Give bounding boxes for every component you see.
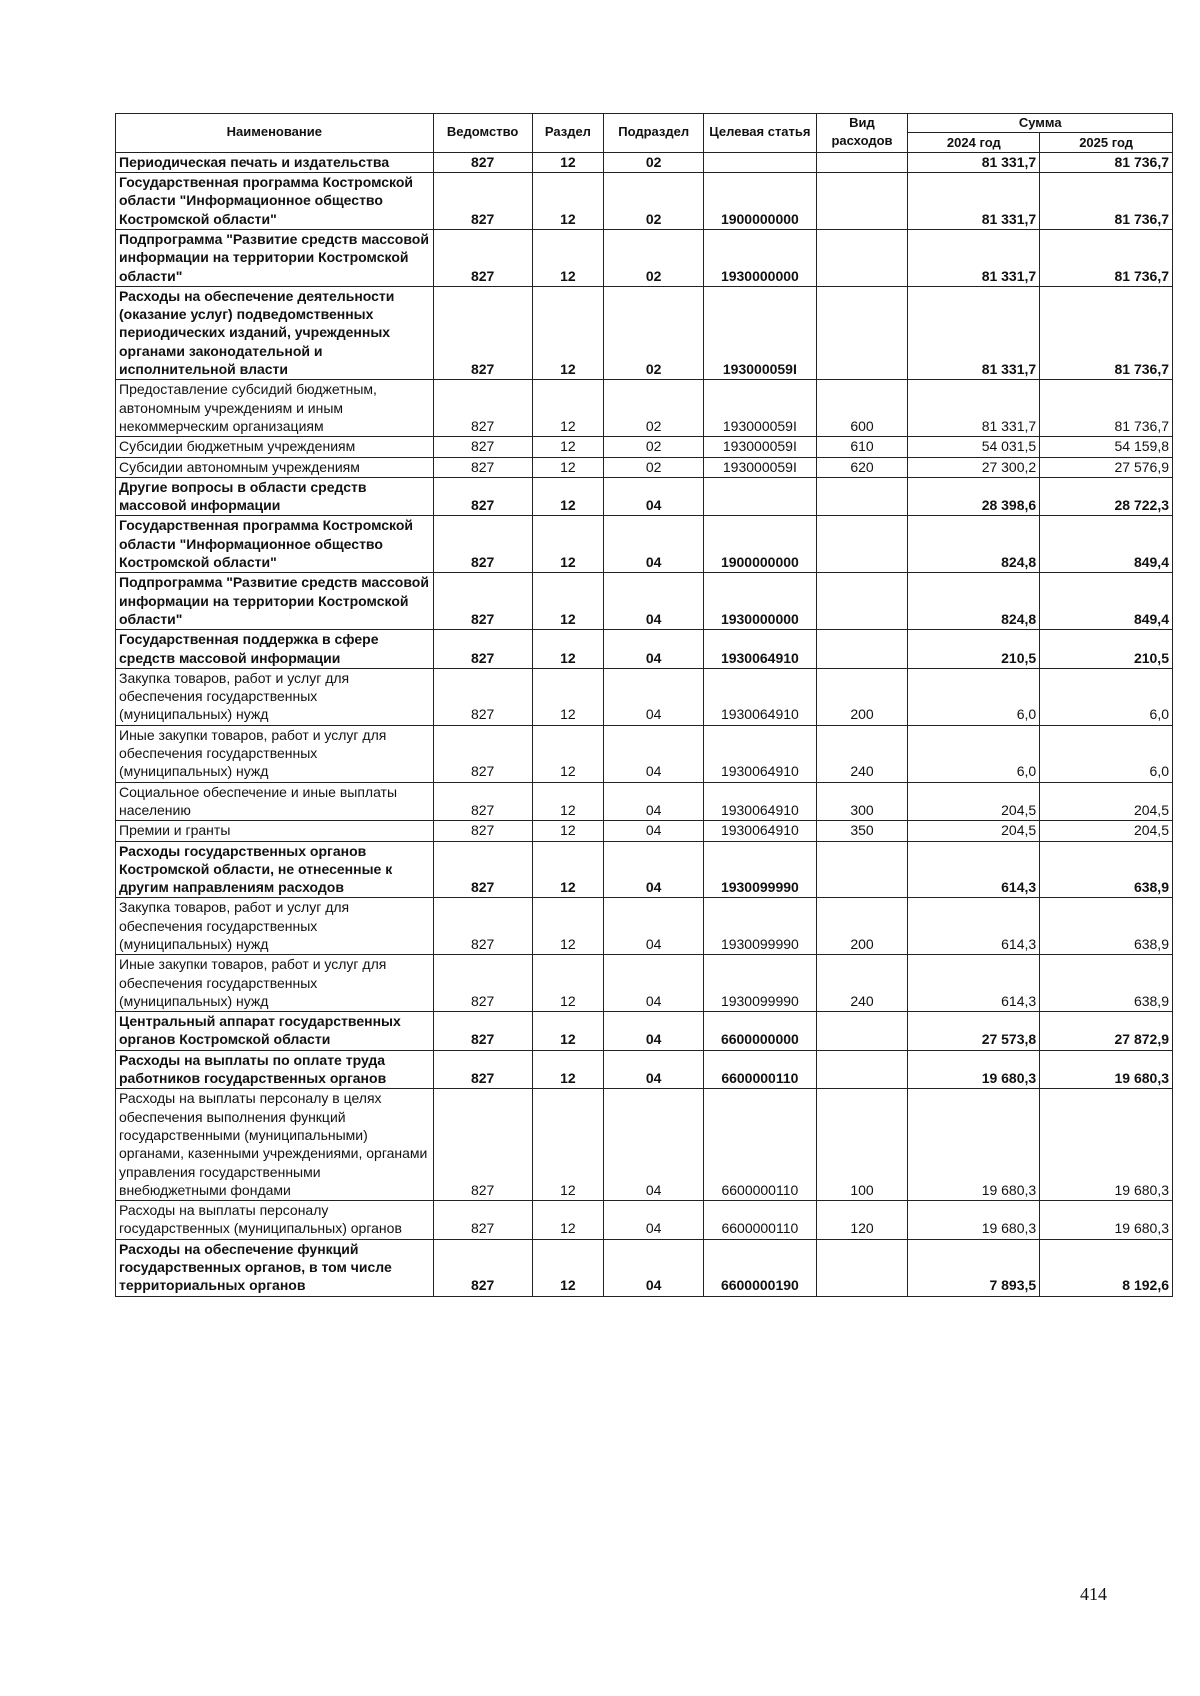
table-row xyxy=(116,1012,1173,1051)
cell-expense-type: 200 xyxy=(816,898,908,955)
cell-section: 12 xyxy=(532,1089,603,1201)
cell-expense-type xyxy=(816,286,908,379)
cell-sum-2025: 81 736,7 xyxy=(1040,152,1173,172)
cell-sum-2024: 210,5 xyxy=(908,630,1040,669)
cell-department: 827 xyxy=(433,725,532,782)
cell-section: 12 xyxy=(532,725,603,782)
cell-expense-type xyxy=(816,573,908,630)
cell-department: 827 xyxy=(433,437,532,457)
cell-name: Предоставление субсидий бюджетным, автономным учреждениям и иным некоммерческим организациям xyxy=(116,380,434,437)
cell-department: 827 xyxy=(433,630,532,669)
cell-subsection: 04 xyxy=(604,1012,704,1051)
table-row xyxy=(116,477,1173,516)
cell-sum-2025: 204,5 xyxy=(1040,821,1173,841)
cell-department: 827 xyxy=(433,230,532,287)
cell-section: 12 xyxy=(532,668,603,725)
table-row xyxy=(116,630,1173,669)
cell-subsection: 04 xyxy=(604,898,704,955)
cell-department: 827 xyxy=(433,152,532,172)
cell-sum-2024: 614,3 xyxy=(908,955,1040,1012)
cell-target: 1900000000 xyxy=(704,516,816,573)
cell-expense-type: 240 xyxy=(816,955,908,1012)
table-row xyxy=(116,516,1173,573)
cell-section: 12 xyxy=(532,173,603,230)
cell-name: Субсидии бюджетным учреждениям xyxy=(116,437,434,457)
cell-subsection: 04 xyxy=(604,955,704,1012)
cell-sum-2025: 638,9 xyxy=(1040,955,1173,1012)
cell-department: 827 xyxy=(433,173,532,230)
cell-expense-type xyxy=(816,1239,908,1296)
cell-name: Закупка товаров, работ и услуг для обеспечения государственных (муниципальных) нужд xyxy=(116,898,434,955)
cell-sum-2024: 19 680,3 xyxy=(908,1089,1040,1201)
cell-section: 12 xyxy=(532,573,603,630)
cell-target: 193000059I xyxy=(704,457,816,477)
cell-sum-2024: 614,3 xyxy=(908,841,1040,898)
col-header-subsection: Подраздел xyxy=(604,114,704,153)
cell-sum-2025: 849,4 xyxy=(1040,573,1173,630)
cell-expense-type: 350 xyxy=(816,821,908,841)
cell-target: 1930064910 xyxy=(704,821,816,841)
table-row xyxy=(116,173,1173,230)
cell-expense-type: 610 xyxy=(816,437,908,457)
cell-section: 12 xyxy=(532,898,603,955)
cell-sum-2024: 81 331,7 xyxy=(908,230,1040,287)
cell-sum-2024: 81 331,7 xyxy=(908,286,1040,379)
cell-sum-2024: 27 300,2 xyxy=(908,457,1040,477)
cell-department: 827 xyxy=(433,1201,532,1240)
cell-department: 827 xyxy=(433,1239,532,1296)
cell-target: 1930099990 xyxy=(704,955,816,1012)
cell-sum-2024: 81 331,7 xyxy=(908,173,1040,230)
cell-section: 12 xyxy=(532,1239,603,1296)
table-row xyxy=(116,286,1173,379)
cell-name: Расходы на выплаты персоналу государственных (муниципальных) органов xyxy=(116,1201,434,1240)
col-header-target: Целевая статья xyxy=(704,114,816,153)
cell-department: 827 xyxy=(433,477,532,516)
cell-sum-2024: 7 893,5 xyxy=(908,1239,1040,1296)
cell-subsection: 04 xyxy=(604,573,704,630)
cell-section: 12 xyxy=(532,152,603,172)
cell-expense-type: 300 xyxy=(816,782,908,821)
cell-section: 12 xyxy=(532,630,603,669)
cell-name: Иные закупки товаров, работ и услуг для обеспечения государственных (муниципальных) нужд xyxy=(116,955,434,1012)
cell-sum-2024: 6,0 xyxy=(908,725,1040,782)
cell-expense-type xyxy=(816,630,908,669)
table-row xyxy=(116,230,1173,287)
cell-subsection: 02 xyxy=(604,230,704,287)
cell-sum-2024: 81 331,7 xyxy=(908,152,1040,172)
cell-target: 193000059I xyxy=(704,286,816,379)
cell-target: 6600000000 xyxy=(704,1012,816,1051)
cell-target: 1930064910 xyxy=(704,668,816,725)
cell-sum-2025: 6,0 xyxy=(1040,668,1173,725)
cell-target: 1930064910 xyxy=(704,782,816,821)
col-header-section: Раздел xyxy=(532,114,603,153)
cell-subsection: 04 xyxy=(604,1239,704,1296)
cell-expense-type xyxy=(816,1012,908,1051)
cell-sum-2025: 204,5 xyxy=(1040,782,1173,821)
cell-subsection: 04 xyxy=(604,668,704,725)
cell-section: 12 xyxy=(532,1201,603,1240)
table-header xyxy=(116,114,1173,153)
cell-name: Другие вопросы в области средств массовой информации xyxy=(116,477,434,516)
cell-sum-2024: 614,3 xyxy=(908,898,1040,955)
cell-expense-type xyxy=(816,1050,908,1089)
cell-section: 12 xyxy=(532,1050,603,1089)
cell-sum-2025: 27 872,9 xyxy=(1040,1012,1173,1051)
cell-name: Подпрограмма "Развитие средств массовой информации на территории Костромской области" xyxy=(116,230,434,287)
cell-sum-2025: 81 736,7 xyxy=(1040,230,1173,287)
cell-name: Периодическая печать и издательства xyxy=(116,152,434,172)
cell-sum-2025: 19 680,3 xyxy=(1040,1050,1173,1089)
cell-subsection: 02 xyxy=(604,173,704,230)
cell-sum-2024: 824,8 xyxy=(908,573,1040,630)
col-header-sum: Сумма xyxy=(908,114,1173,133)
cell-name: Расходы государственных органов Костромской области, не отнесенные к другим направлениям расходов xyxy=(116,841,434,898)
cell-sum-2025: 19 680,3 xyxy=(1040,1201,1173,1240)
table-row xyxy=(116,152,1173,172)
cell-target: 1930099990 xyxy=(704,841,816,898)
col-header-name: Наименование xyxy=(116,114,434,153)
cell-subsection: 04 xyxy=(604,821,704,841)
cell-sum-2024: 6,0 xyxy=(908,668,1040,725)
table-row xyxy=(116,1050,1173,1089)
col-header-department: Ведомство xyxy=(433,114,532,153)
cell-subsection: 04 xyxy=(604,516,704,573)
table-row xyxy=(116,1089,1173,1201)
cell-name: Государственная программа Костромской области "Информационное общество Костромской области" xyxy=(116,173,434,230)
table-row xyxy=(116,821,1173,841)
cell-sum-2025: 210,5 xyxy=(1040,630,1173,669)
cell-sum-2024: 204,5 xyxy=(908,821,1040,841)
cell-expense-type xyxy=(816,477,908,516)
table-row xyxy=(116,898,1173,955)
cell-sum-2025: 81 736,7 xyxy=(1040,380,1173,437)
cell-subsection: 04 xyxy=(604,630,704,669)
cell-department: 827 xyxy=(433,821,532,841)
cell-department: 827 xyxy=(433,380,532,437)
cell-target: 6600000110 xyxy=(704,1050,816,1089)
cell-expense-type xyxy=(816,152,908,172)
col-header-year-2025: 2025 год xyxy=(1040,133,1173,152)
cell-subsection: 02 xyxy=(604,380,704,437)
cell-subsection: 04 xyxy=(604,841,704,898)
cell-sum-2025: 28 722,3 xyxy=(1040,477,1173,516)
cell-expense-type xyxy=(816,516,908,573)
cell-subsection: 02 xyxy=(604,457,704,477)
cell-name: Премии и гранты xyxy=(116,821,434,841)
cell-department: 827 xyxy=(433,898,532,955)
cell-sum-2024: 204,5 xyxy=(908,782,1040,821)
cell-section: 12 xyxy=(532,437,603,457)
cell-sum-2025: 81 736,7 xyxy=(1040,286,1173,379)
cell-name: Закупка товаров, работ и услуг для обеспечения государственных (муниципальных) нужд xyxy=(116,668,434,725)
cell-section: 12 xyxy=(532,821,603,841)
cell-subsection: 04 xyxy=(604,1089,704,1201)
cell-target xyxy=(704,477,816,516)
cell-subsection: 02 xyxy=(604,437,704,457)
cell-department: 827 xyxy=(433,573,532,630)
cell-department: 827 xyxy=(433,286,532,379)
cell-target xyxy=(704,152,816,172)
cell-section: 12 xyxy=(532,955,603,1012)
cell-name: Подпрограмма "Развитие средств массовой информации на территории Костромской области" xyxy=(116,573,434,630)
col-header-year-2024: 2024 год xyxy=(908,133,1040,152)
cell-name: Иные закупки товаров, работ и услуг для обеспечения государственных (муниципальных) нужд xyxy=(116,725,434,782)
cell-sum-2025: 19 680,3 xyxy=(1040,1089,1173,1201)
cell-department: 827 xyxy=(433,782,532,821)
cell-name: Субсидии автономным учреждениям xyxy=(116,457,434,477)
cell-section: 12 xyxy=(532,286,603,379)
cell-section: 12 xyxy=(532,782,603,821)
cell-target: 1930000000 xyxy=(704,573,816,630)
table-row xyxy=(116,573,1173,630)
cell-target: 6600000110 xyxy=(704,1201,816,1240)
cell-sum-2025: 638,9 xyxy=(1040,898,1173,955)
cell-department: 827 xyxy=(433,955,532,1012)
cell-name: Центральный аппарат государственных органов Костромской области xyxy=(116,1012,434,1051)
cell-expense-type: 100 xyxy=(816,1089,908,1201)
cell-subsection: 04 xyxy=(604,477,704,516)
cell-name: Государственная поддержка в сфере средств массовой информации xyxy=(116,630,434,669)
cell-section: 12 xyxy=(532,230,603,287)
cell-expense-type xyxy=(816,230,908,287)
cell-sum-2025: 27 576,9 xyxy=(1040,457,1173,477)
table-row xyxy=(116,668,1173,725)
cell-target: 1930000000 xyxy=(704,230,816,287)
cell-subsection: 02 xyxy=(604,286,704,379)
cell-department: 827 xyxy=(433,457,532,477)
cell-department: 827 xyxy=(433,516,532,573)
table-row xyxy=(116,955,1173,1012)
cell-subsection: 04 xyxy=(604,1050,704,1089)
cell-expense-type xyxy=(816,841,908,898)
cell-sum-2025: 849,4 xyxy=(1040,516,1173,573)
cell-department: 827 xyxy=(433,668,532,725)
cell-sum-2024: 824,8 xyxy=(908,516,1040,573)
cell-sum-2025: 6,0 xyxy=(1040,725,1173,782)
cell-expense-type: 620 xyxy=(816,457,908,477)
cell-section: 12 xyxy=(532,516,603,573)
table-row xyxy=(116,1201,1173,1240)
cell-expense-type: 120 xyxy=(816,1201,908,1240)
cell-section: 12 xyxy=(532,1012,603,1051)
cell-sum-2025: 81 736,7 xyxy=(1040,173,1173,230)
table-row xyxy=(116,841,1173,898)
table-row xyxy=(116,725,1173,782)
cell-sum-2024: 81 331,7 xyxy=(908,380,1040,437)
cell-sum-2025: 8 192,6 xyxy=(1040,1239,1173,1296)
cell-section: 12 xyxy=(532,841,603,898)
cell-expense-type xyxy=(816,173,908,230)
table-row xyxy=(116,1239,1173,1296)
cell-sum-2025: 54 159,8 xyxy=(1040,437,1173,457)
cell-name: Расходы на выплаты персоналу в целях обеспечения выполнения функций государственными (муниципальными) органами, казенными учреждениями, органами управления государственными внебюджетными фондами xyxy=(116,1089,434,1201)
cell-target: 1930064910 xyxy=(704,725,816,782)
table-row xyxy=(116,457,1173,477)
cell-sum-2024: 19 680,3 xyxy=(908,1050,1040,1089)
cell-target: 1930099990 xyxy=(704,898,816,955)
cell-expense-type: 200 xyxy=(816,668,908,725)
table-row xyxy=(116,380,1173,437)
cell-subsection: 04 xyxy=(604,725,704,782)
cell-name: Расходы на обеспечение деятельности (оказание услуг) подведомственных периодических изданий, учрежденных органами законодательной и исполнительной власти xyxy=(116,286,434,379)
cell-department: 827 xyxy=(433,1089,532,1201)
page-number: 414 xyxy=(1080,1584,1107,1604)
table-row xyxy=(116,782,1173,821)
cell-name: Расходы на выплаты по оплате труда работников государственных органов xyxy=(116,1050,434,1089)
budget-table xyxy=(115,113,1173,1297)
table-body xyxy=(116,152,1173,1296)
cell-sum-2024: 19 680,3 xyxy=(908,1201,1040,1240)
cell-sum-2024: 28 398,6 xyxy=(908,477,1040,516)
cell-sum-2025: 638,9 xyxy=(1040,841,1173,898)
cell-target: 193000059I xyxy=(704,437,816,457)
cell-department: 827 xyxy=(433,1050,532,1089)
cell-name: Государственная программа Костромской области "Информационное общество Костромской области" xyxy=(116,516,434,573)
col-header-expense-type: Вид расходов xyxy=(816,114,908,153)
cell-sum-2024: 27 573,8 xyxy=(908,1012,1040,1051)
cell-section: 12 xyxy=(532,380,603,437)
cell-expense-type: 240 xyxy=(816,725,908,782)
cell-target: 6600000190 xyxy=(704,1239,816,1296)
cell-subsection: 04 xyxy=(604,1201,704,1240)
cell-subsection: 04 xyxy=(604,782,704,821)
cell-name: Социальное обеспечение и иные выплаты населению xyxy=(116,782,434,821)
cell-name: Расходы на обеспечение функций государственных органов, в том числе территориальных органов xyxy=(116,1239,434,1296)
cell-department: 827 xyxy=(433,841,532,898)
cell-subsection: 02 xyxy=(604,152,704,172)
cell-sum-2024: 54 031,5 xyxy=(908,437,1040,457)
cell-target: 1900000000 xyxy=(704,173,816,230)
cell-section: 12 xyxy=(532,477,603,516)
cell-expense-type: 600 xyxy=(816,380,908,437)
table-row xyxy=(116,437,1173,457)
cell-target: 6600000110 xyxy=(704,1089,816,1201)
cell-target: 193000059I xyxy=(704,380,816,437)
cell-section: 12 xyxy=(532,457,603,477)
cell-department: 827 xyxy=(433,1012,532,1051)
cell-target: 1930064910 xyxy=(704,630,816,669)
